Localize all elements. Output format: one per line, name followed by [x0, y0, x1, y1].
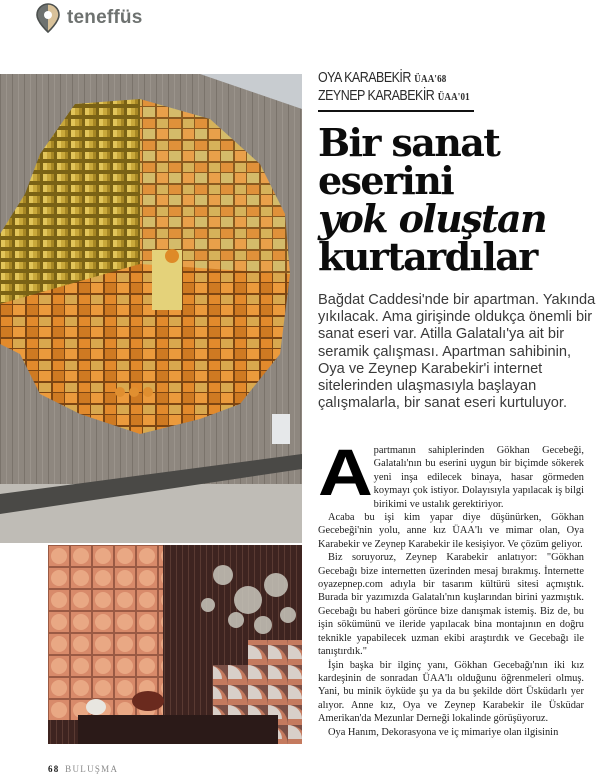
headline-line: kurtardılar [318, 234, 537, 279]
drop-cap: A [318, 435, 371, 509]
ceramic-wall-mural-photo [0, 74, 302, 543]
author-byline [318, 70, 533, 88]
article-headline [318, 120, 598, 279]
author-name: OYA KARABEKİR [318, 70, 411, 86]
author-class-tag: ÜAA'68 [414, 74, 447, 85]
article-body [318, 435, 584, 739]
section-logo-text: teneffüs [67, 7, 143, 28]
body-paragraph: Acaba bu işi kim yapar diye düşünürken, Gökhan Gecebeği'nin yolu, anne kız ÜAA'lı ve mimar olan, Oya Karabekir ve Zeynep Karabekir ile kesişiyor. Ve çözüm geliyor. [318, 512, 584, 550]
headline-line: eserini [318, 158, 454, 203]
author-name: ZEYNEP KARABEKİR [318, 88, 435, 104]
article-lead: Bağdat Caddesi'nde bir apartman. Yakında yıkılacak. Ama girişinde oldukça önemli bir sanat eseri var. Atilla Galatalı'ya ait bir seramik çalışması. Apartman sahibinin, Oya ve Zeynep Karabekir'i internet sitelerinden ulaşmasıyla başlayan çalışmalarla, bir sanat eseri kurtuluyor. [318, 292, 596, 412]
body-paragraph: Oya Hanım, Dekorasyona ve iç mimariye olan ilgisinin [328, 726, 559, 738]
author-bylines [318, 70, 568, 106]
body-paragraph: Biz soruyoruz, Zeynep Karabekir anlatıyor: "Gökhan Gecebağı bize internetten üzerinden mesaj bırakmış. İnternette oyazepnep.com adıyla bir tasarım kültürü sitesi açmıştık. Burada bir yazımızda Galatalı'nın kuşlarından birini yazmıştık. Gecebağı bu haberi görünce bize danışmak istemiş. Biz de, bu işin sökümünü ve ileride yapılacak bina montajının en doğru teknikle yapabilecek uzman ekibi araştırdık ve Gecebağı ile tanıştırdık." [318, 552, 584, 658]
byline-divider [318, 110, 474, 112]
publication-name: BULUŞMA [65, 764, 119, 774]
author-byline [318, 88, 533, 106]
headline-line: Bir sanat [318, 120, 500, 165]
section-logo [35, 4, 143, 32]
map-pin-icon [35, 3, 61, 33]
author-class-tag: ÜAA'01 [437, 92, 470, 103]
body-paragraph: Apartmanın sahiplerinden Gökhan Gecebeği, Galatalı'nın bu eserini uygun bir biçimde sökerek yeni inşa edilecek binaya, hasar görmeden koymayı çok istiyor. Dolayısıyla yapılacak iş bilgi birikimi ve ustalık gerektiriyor. [318, 435, 584, 510]
page-footer [48, 764, 118, 774]
body-paragraph: İşin başka bir ilginç yanı, Gökhan Gecebağı'nın iki kız kardeşinin de sonradan ÜAA'lı olduğunu öğrenmeleri olmuş. Yani, bu minik öyküde şu ya da bu şekilde dört Üsküdarlı yer alıyor. Anne kız, Oya ve Zeynep Karabekir ile Üsküdar Amerikan'da Mezunlar Derneği lokalinde görüşüyoruz. [318, 659, 584, 725]
headline-line-italic: yok oluştan [318, 196, 546, 241]
ceramic-interior-wall-with-chandelier-photo [48, 545, 302, 744]
page-number: 68 [48, 764, 60, 774]
